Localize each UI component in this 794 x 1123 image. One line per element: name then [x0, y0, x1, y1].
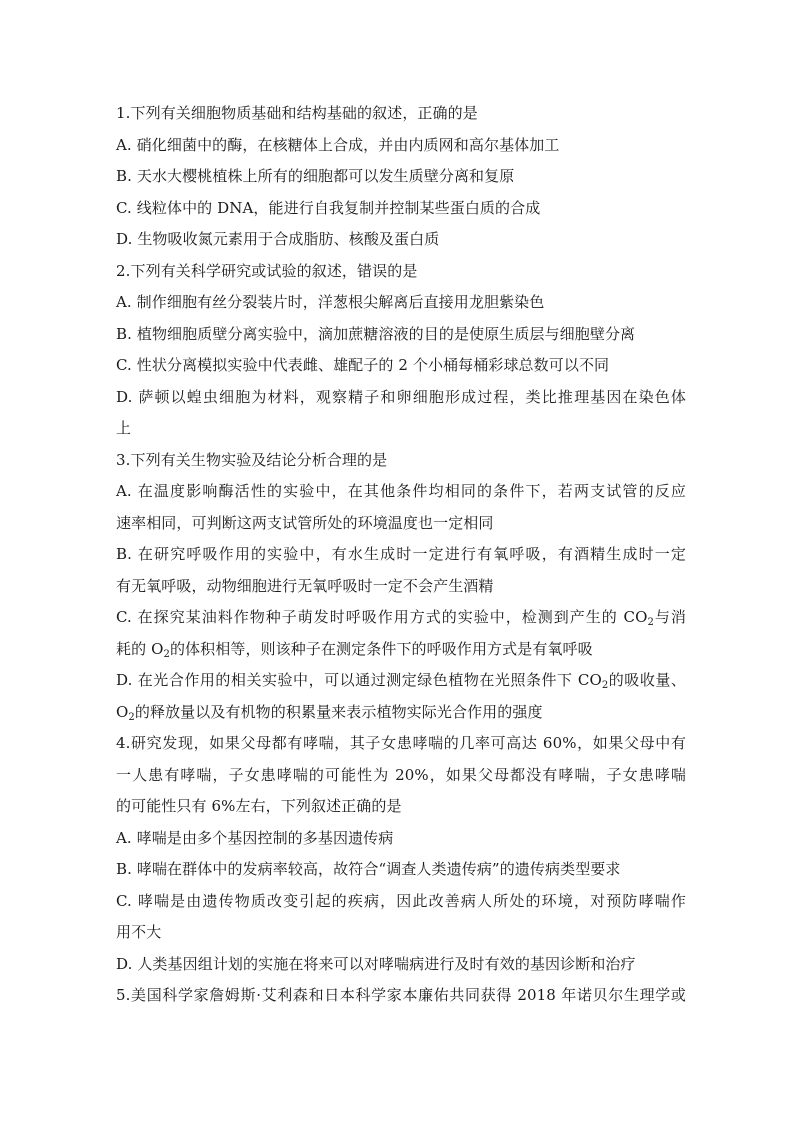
text-line: B. 在研究呼吸作用的实验中，有水生成时一定进行有氧呼吸，有酒精生成时一定: [116, 545, 686, 563]
subscript: 2: [128, 711, 135, 723]
text-line: C. 性状分离模拟实验中代表雌、雄配子的 2 个小桶每桶彩球总数可以不同: [116, 356, 610, 374]
text-line: D. 生物吸收氮元素用于合成脂肪、核酸及蛋白质: [116, 230, 440, 248]
text-segment: 的释放量以及有机物的积累量来表示植物实际光合作用的强度: [134, 702, 543, 721]
text-line: A. 在温度影响酶活性的实验中，在其他条件均相同的条件下，若两支试管的反应: [116, 482, 686, 500]
text-line: 速率相同，可判断这两支试管所处的环境温度也一定相同: [116, 513, 494, 532]
text-line: C. 线粒体中的 DNA，能进行自我复制并控制某些蛋白质的合成: [116, 198, 541, 217]
text-line: 上: [116, 419, 132, 437]
text-line: 用不大: [116, 923, 162, 941]
text-segment: C. 在探究某油料作物种子萌发时呼吸作用方式的实验中，检测到产生的 CO: [116, 608, 648, 626]
text-segment: 耗的 O: [116, 639, 164, 658]
text-line: 3.下列有关生物实验及结论分析合理的是: [116, 450, 388, 469]
text-line: [116, 697, 686, 729]
text-line: 4.研究发现，如果父母都有哮喘，其子女患哮喘的几率可高达 60%，如果父母中有: [116, 734, 686, 752]
text-segment: D. 在光合作用的相关实验中，可以通过测定绿色植物在光照条件下 CO: [116, 671, 602, 689]
text-line: 2.下列有关科学研究或试验的叙述，错误的是: [116, 261, 418, 280]
text-line: [116, 665, 686, 697]
subscript: 2: [163, 648, 170, 660]
text-line: A. 制作细胞有丝分裂装片时，洋葱根尖解离后直接用龙胆紫染色: [116, 293, 545, 311]
text-segment: 与消: [654, 608, 687, 626]
subscript: 2: [647, 617, 654, 628]
text-line: D. 萨顿以蝗虫细胞为材料，观察精子和卵细胞形成过程，类比推理基因在染色体: [116, 387, 686, 406]
text-line: [116, 634, 686, 666]
subscript: 2: [601, 680, 609, 691]
text-segment: 的体积相等，则该种子在测定条件下的呼吸作用方式是有氧呼吸: [169, 639, 593, 658]
text-segment: 的吸收量、: [608, 671, 686, 689]
text-line: 有无氧呼吸，动物细胞进行无氧呼吸时一定不会产生酒精: [116, 576, 494, 595]
text-line: B. 植物细胞质壁分离实验中，滴加蔗糖溶液的目的是使原生质层与细胞壁分离: [116, 324, 636, 343]
text-line: A. 哮喘是由多个基因控制的多基因遗传病: [116, 828, 394, 847]
text-line: 1.下列有关细胞物质基础和结构基础的叙述，正确的是: [116, 104, 478, 122]
document-text-body: [116, 98, 686, 1012]
text-line: 的可能性只有 6%左右，下列叙述正确的是: [116, 797, 402, 815]
text-line: B. 哮喘在群体中的发病率较高，故符合“调查人类遗传病”的遗传病类型要求: [116, 860, 621, 878]
text-line: [116, 602, 686, 634]
text-segment: O: [116, 702, 129, 721]
text-line: 5.美国科学家詹姆斯·艾利森和日本科学家本廉佑共同获得 2018 年诺贝尔生理学或: [116, 986, 686, 1004]
text-line: 一人患有哮喘，子女患哮喘的可能性为 20%，如果父母都没有哮喘，子女患哮喘: [116, 765, 686, 784]
text-line: C. 哮喘是由遗传物质改变引起的疾病，因此改善病人所处的环境，对预防哮喘作: [116, 891, 686, 910]
text-line: A. 硝化细菌中的酶，在核糖体上合成，并由内质网和高尔基体加工: [116, 135, 560, 154]
text-line: D. 人类基因组计划的实施在将来可以对哮喘病进行及时有效的基因诊断和治疗: [116, 954, 636, 973]
text-line: B. 天水大樱桃植株上所有的细胞都可以发生质壁分离和复原: [116, 167, 515, 185]
